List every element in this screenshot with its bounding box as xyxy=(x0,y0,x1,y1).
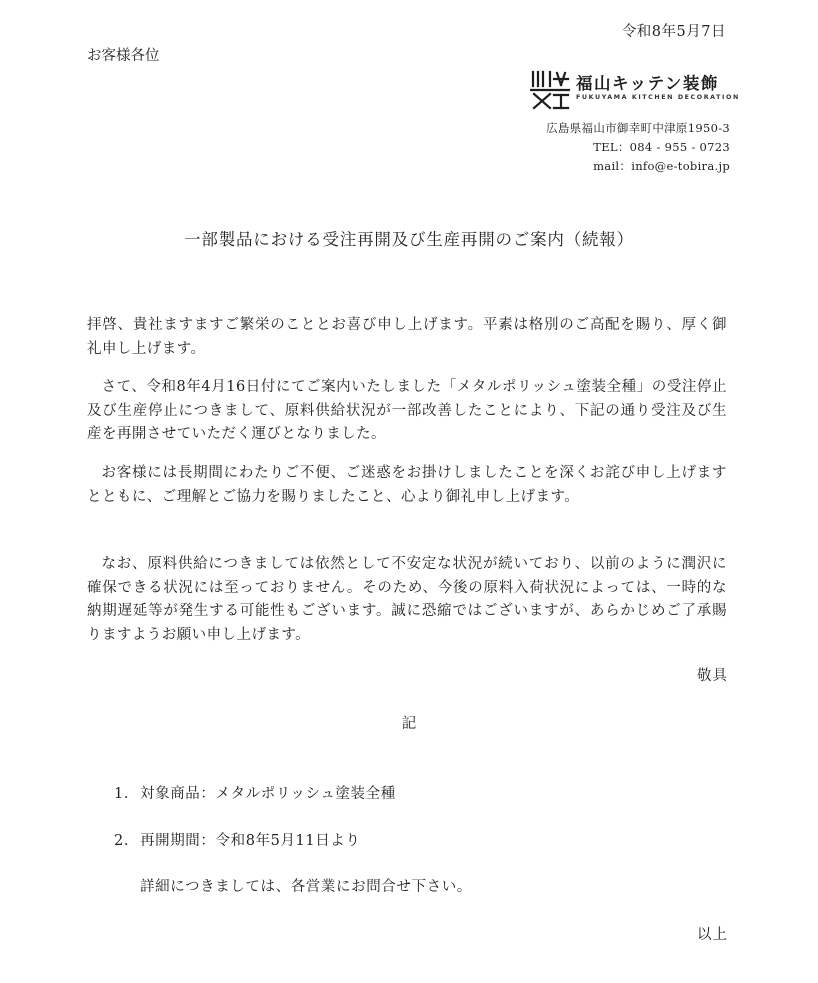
logo-subtitle: FUKUYAMA KITCHEN DECORATION xyxy=(576,94,740,101)
end-mark: 以上 xyxy=(697,927,728,943)
paragraph-notice: なお、原料供給につきましては依然として不安定な状況が続いており、以前のように潤沢に確保できる状況には至っておりません。そのため、今後の原料入荷状況によっては、一時的な納期遅延等が発生する可能性もございます。誠に恐縮ではございますが、あらかじめご了承賜りますようお願い申し上げます。 xyxy=(87,556,727,643)
closing-word: 敬具 xyxy=(697,668,728,684)
list-item-text: 再開期間：令和8年5月11日より xyxy=(140,833,361,849)
list-item-number: 2. xyxy=(114,833,130,849)
logo-mark-icon xyxy=(530,70,570,110)
list-item xyxy=(114,782,396,803)
details-note: 詳細につきましては、各営業にお問合せ下さい。 xyxy=(140,879,472,895)
document-title: 一部製品における受注再開及び生産再開のご案内（続報） xyxy=(184,230,634,249)
paragraph-announcement: さて、令和8年4月16日付にてご案内いたしました「メタルポリッシュ塗装全種」の受注停止及び生産停止につきまして、原料供給状況が一部改善したことにより、下記の通り受注及び生産を再開させていただく運びとなりました。 xyxy=(87,379,727,442)
company-address: 広島県福山市御幸町中津原1950-3 xyxy=(546,121,730,135)
notes-heading: 記 xyxy=(401,716,417,732)
document-date: 令和8年5月7日 xyxy=(621,24,726,40)
company-logo xyxy=(530,70,740,110)
logo-name: 福山キッテン装飾 xyxy=(576,74,719,93)
list-item xyxy=(114,829,361,850)
paragraph-greeting: 拝啓、貴社ますますご繁栄のこととお喜び申し上げます。平素は格別のご高配を賜り、厚く御礼申し上げます。 xyxy=(87,317,727,357)
list-item-text: 対象商品：メタルポリッシュ塗装全種 xyxy=(140,786,396,802)
recipient: お客様各位 xyxy=(87,48,160,64)
list-item-number: 1. xyxy=(114,786,130,802)
company-mail: mail：info@e-tobira.jp xyxy=(593,159,730,173)
company-tel: TEL：084 - 955 - 0723 xyxy=(593,140,730,154)
paragraph-apology: お客様には長期間にわたりご不便、ご迷惑をお掛けしましたことを深くお詫び申し上げますとともに、ご理解とご協力を賜りましたこと、心より御礼申し上げます。 xyxy=(87,465,727,505)
